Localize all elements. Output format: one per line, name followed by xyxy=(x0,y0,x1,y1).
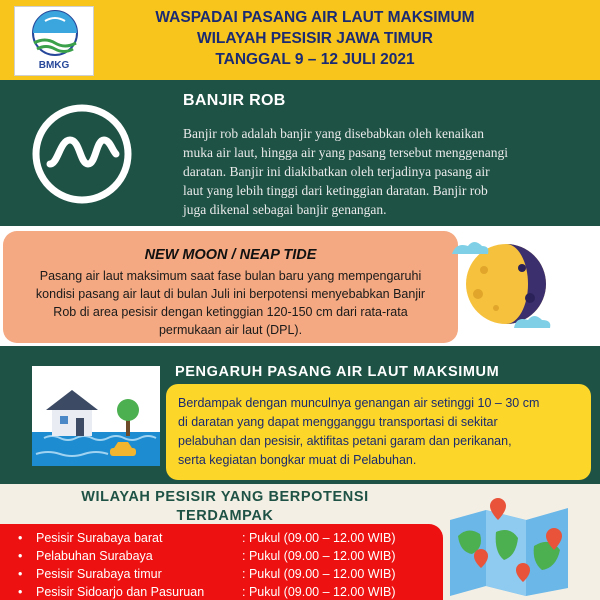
banjir-rob-line: juga dikenal sebagai banjir genangan. xyxy=(183,202,387,217)
pengaruh-title: PENGARUH PASANG AIR LAUT MAKSIMUM xyxy=(175,364,500,380)
page-title xyxy=(100,7,530,70)
list-item xyxy=(0,567,440,585)
banjir-rob-title: BANJIR ROB xyxy=(183,92,286,109)
moon-icon xyxy=(448,228,556,338)
wilayah-title xyxy=(70,488,380,526)
place-name: Pelabuhan Surabaya xyxy=(36,549,153,563)
place-name: Pesisir Sidoarjo dan Pasuruan xyxy=(36,585,205,599)
list-item xyxy=(0,585,440,600)
title-line-1: WASPADAI PASANG AIR LAUT MAKSIMUM xyxy=(155,9,475,26)
bmkg-logo xyxy=(14,6,94,76)
new-moon-box xyxy=(3,231,458,343)
logo-text: BMKG xyxy=(38,60,70,71)
bullet: • xyxy=(18,531,23,545)
pengaruh-line: serta kegiatan bongkar muat di Pelabuhan. xyxy=(178,453,417,467)
place-name: Pesisir Surabaya timur xyxy=(36,567,162,581)
pengaruh-line: pelabuhan dan pesisir, aktifitas petani garam dan perikanan, xyxy=(178,434,512,448)
new-moon-line: kondisi pasang air laut di bulan Juli ini berpotensi menyebabkan Banjir xyxy=(35,287,426,301)
time-range: : Pukul (09.00 – 12.00 WIB) xyxy=(242,549,396,563)
time-range: : Pukul (09.00 – 12.00 WIB) xyxy=(242,531,396,545)
list-item xyxy=(0,531,440,549)
banjir-rob-text xyxy=(183,124,583,219)
flooded-house-icon xyxy=(32,366,160,466)
wave-icon xyxy=(30,102,134,206)
time-range: : Pukul (09.00 – 12.00 WIB) xyxy=(242,585,396,599)
list-item xyxy=(0,549,440,567)
new-moon-line: permukaan air laut (DPL). xyxy=(158,323,303,337)
wilayah-section xyxy=(0,484,600,600)
new-moon-line: Pasang air laut maksimum saat fase bulan baru yang mempengaruhi xyxy=(39,269,422,283)
bullet: • xyxy=(18,567,23,581)
pengaruh-line: di daratan yang dapat mengganggu transportasi di sekitar xyxy=(178,415,498,429)
banjir-rob-line: daratan. Banjir ini diakibatkan oleh terjadinya pasang air xyxy=(183,164,490,179)
banjir-rob-line: muka air laut, hingga air yang pasang tersebut menggenangi xyxy=(183,145,509,160)
pengaruh-text xyxy=(178,394,580,470)
banjir-rob-line: laut yang lebih tinggi dari ketinggian daratan. Banjir rob xyxy=(183,183,488,198)
new-moon-text xyxy=(13,267,448,339)
wilayah-title-line-2: TERDAMPAK xyxy=(176,508,274,524)
new-moon-title: NEW MOON / NEAP TIDE xyxy=(144,247,317,263)
map-icon xyxy=(446,496,576,596)
title-line-3: TANGGAL 9 – 12 JULI 2021 xyxy=(215,51,415,68)
banjir-rob-section xyxy=(0,80,600,226)
banjir-rob-line: Banjir rob adalah banjir yang disebabkan oleh kenaikan xyxy=(183,126,485,141)
wilayah-title-line-1: WILAYAH PESISIR YANG BERPOTENSI xyxy=(81,489,369,505)
place-name: Pesisir Surabaya barat xyxy=(36,531,163,545)
pengaruh-line: Berdampak dengan munculnya genangan air setinggi 10 – 30 cm xyxy=(178,396,540,410)
bullet: • xyxy=(18,585,23,599)
new-moon-section xyxy=(0,226,600,346)
time-range: : Pukul (09.00 – 12.00 WIB) xyxy=(242,567,396,581)
wilayah-list xyxy=(0,531,440,600)
pengaruh-section xyxy=(0,346,600,484)
new-moon-line: Rob di area pesisir dengan ketinggian 120-150 cm dari rata-rata xyxy=(53,305,408,319)
bullet: • xyxy=(18,549,23,563)
title-line-2: WILAYAH PESISIR JAWA TIMUR xyxy=(197,30,433,47)
header-banner xyxy=(0,0,600,80)
pengaruh-box xyxy=(166,384,591,480)
